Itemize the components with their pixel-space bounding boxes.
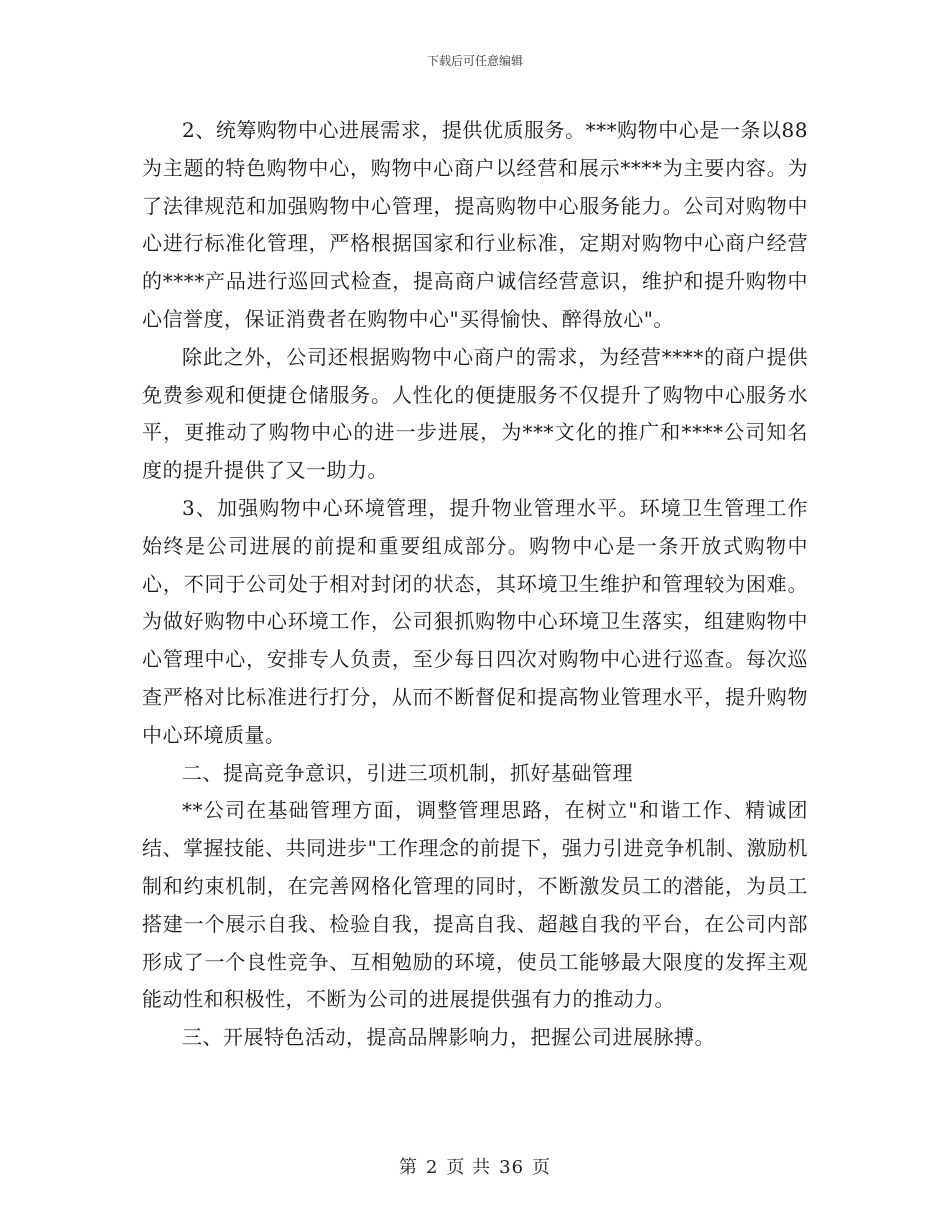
footer-prefix: 第 [398, 1157, 418, 1178]
footer-page-number: 2 [425, 1157, 439, 1178]
paragraph-4: **公司在基础管理方面，调整管理思路，在树立"和谐工作、精诚团结、掌握技能、共同进步"工作理念的前提下，强力引进竞争机制、激励机制和约束机制，在完善网格化管理的同时，不断激发员工的潜能，为员工搭建一个展示自我、检验自我，提高自我、超越自我的平台，在公司内部形成了一个良性竞争、互相勉励的环境，使员工能够最大限度的发挥主观能动性和积极性，不断为公司的进展提供强有力的推动力。 [142, 798, 808, 1012]
footer-suffix: 页 [532, 1157, 552, 1178]
page-footer [0, 1153, 950, 1179]
document-body [142, 112, 808, 1057]
page-header: 下载后可任意编辑 [426, 54, 523, 68]
paragraph-1: 2、统筹购物中心进展需求，提供优质服务。***购物中心是一条以88为主题的特色购物中心，购物中心商户以经营和展示****为主要内容。为了法律规范和加强购物中心管理，提高购物中心服务能力。公司对购物中心进行标准化管理，严格根据国家和行业标准，定期对购物中心商户经营的****产品进行巡回式检查，提高商户诚信经营意识，维护和提升购物中心信誉度，保证消费者在购物中心"买得愉快、醉得放心"。 [142, 118, 808, 331]
paragraph-2: 除此之外，公司还根据购物中心商户的需求，为经营****的商户提供免费参观和便捷仓储服务。人性化的便捷服务不仅提升了购物中心服务水平，更推动了购物中心的进一步进展，为***文化的推广和****公司知名度的提升提供了又一助力。 [142, 344, 808, 483]
footer-total-pages: 36 [499, 1157, 525, 1178]
footer-middle: 页 共 [446, 1157, 492, 1178]
section-heading-3: 三、开展特色活动，提高品牌影响力，把握公司进展脉搏。 [182, 1025, 715, 1050]
section-heading-2: 二、提高竞争意识，引进三项机制，抓好基础管理 [182, 760, 633, 785]
paragraph-3: 3、加强购物中心环境管理，提升物业管理水平。环境卫生管理工作始终是公司进展的前提和重要组成部分。购物中心是一条开放式购物中心，不同于公司处于相对封闭的状态，其环境卫生维护和管理较为困难。为做好购物中心环境工作，公司狠抓购物中心环境卫生落实，组建购物中心管理中心，安排专人负责，至少每日四次对购物中心进行巡查。每次巡查严格对比标准进行打分，从而不断督促和提高物业管理水平，提升购物中心环境质量。 [142, 495, 808, 747]
